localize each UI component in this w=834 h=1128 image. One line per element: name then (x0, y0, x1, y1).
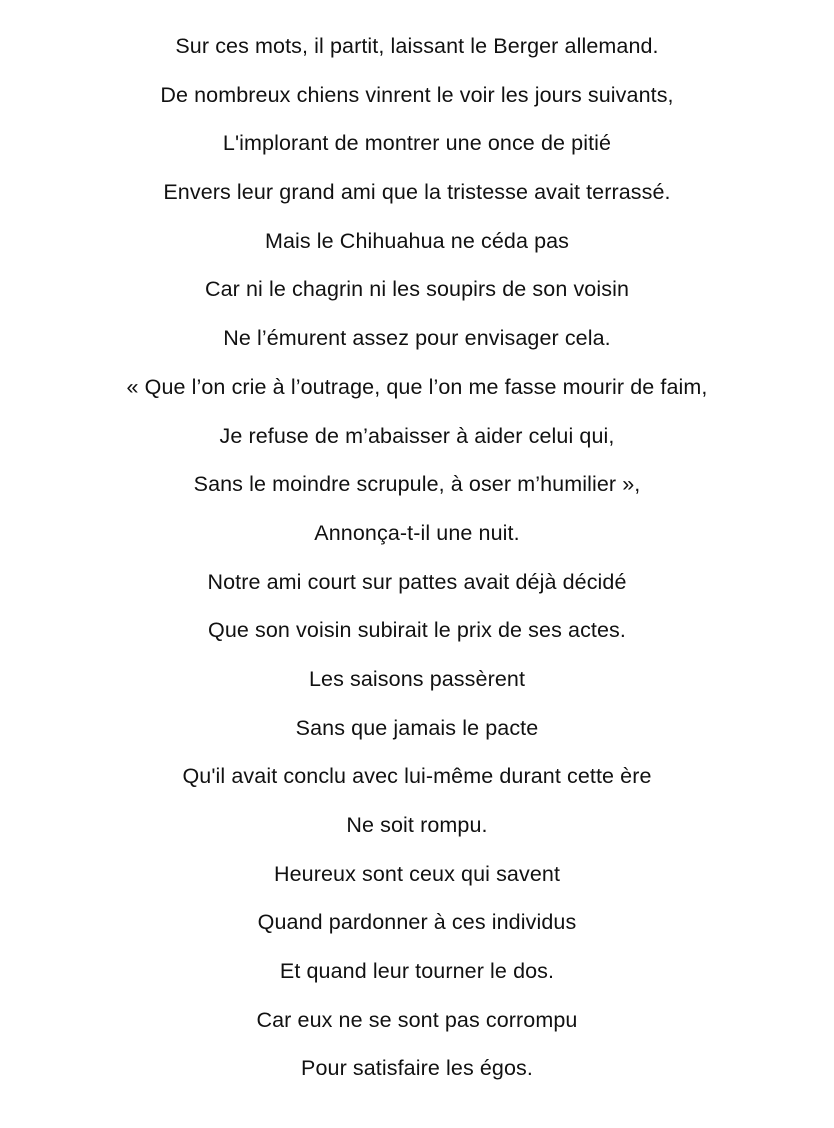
poem-line-21: Car eux ne se sont pas corrompu (256, 1007, 578, 1032)
poem-line-5: Mais le Chihuahua ne céda pas (264, 228, 570, 253)
poem-line-4: Envers leur grand ami que la tristesse avait terrassé. (163, 180, 671, 205)
poem-line-16: Qu'il avait conclu avec lui-même durant cette ère (182, 764, 652, 789)
poem-line-1: Sur ces mots, il partit, laissant le Berger allemand. (175, 34, 659, 58)
poem-line-6: Car ni le chagrin ni les soupirs de son voisin (204, 277, 630, 302)
poem-line-13: Que son voisin subirait le prix de ses actes. (208, 618, 626, 643)
poem-line-18: Heureux sont ceux qui savent (273, 861, 561, 886)
poem-line-12: Notre ami court sur pattes avait déjà décidé (207, 569, 627, 594)
poem-line-15: Sans que jamais le pacte (295, 715, 539, 740)
poem-line-9: Je refuse de m’abaisser à aider celui qui, (219, 423, 615, 448)
poem-line-14: Les saisons passèrent (308, 666, 526, 691)
poem-line-7: Ne l’émurent assez pour envisager cela. (223, 326, 611, 351)
poem-line-19: Quand pardonner à ces individus (257, 910, 577, 935)
poem-line-3: L'implorant de montrer une once de pitié (222, 131, 612, 156)
poem-line-22: Pour satisfaire les égos. (301, 1056, 533, 1081)
poem-line-20: Et quand leur tourner le dos. (279, 959, 555, 984)
poem-line-2: De nombreux chiens vinrent le voir les jours suivants, (160, 82, 674, 107)
poem-line-17: Ne soit rompu. (346, 813, 488, 837)
poem-text (0, 22, 834, 1093)
poem-line-10: Sans le moindre scrupule, à oser m’humilier », (193, 472, 641, 497)
poem-line-8: « Que l’on crie à l’outrage, que l’on me fasse mourir de faim, (126, 374, 708, 399)
poem-line-11: Annonça-t-il une nuit. (314, 520, 520, 545)
